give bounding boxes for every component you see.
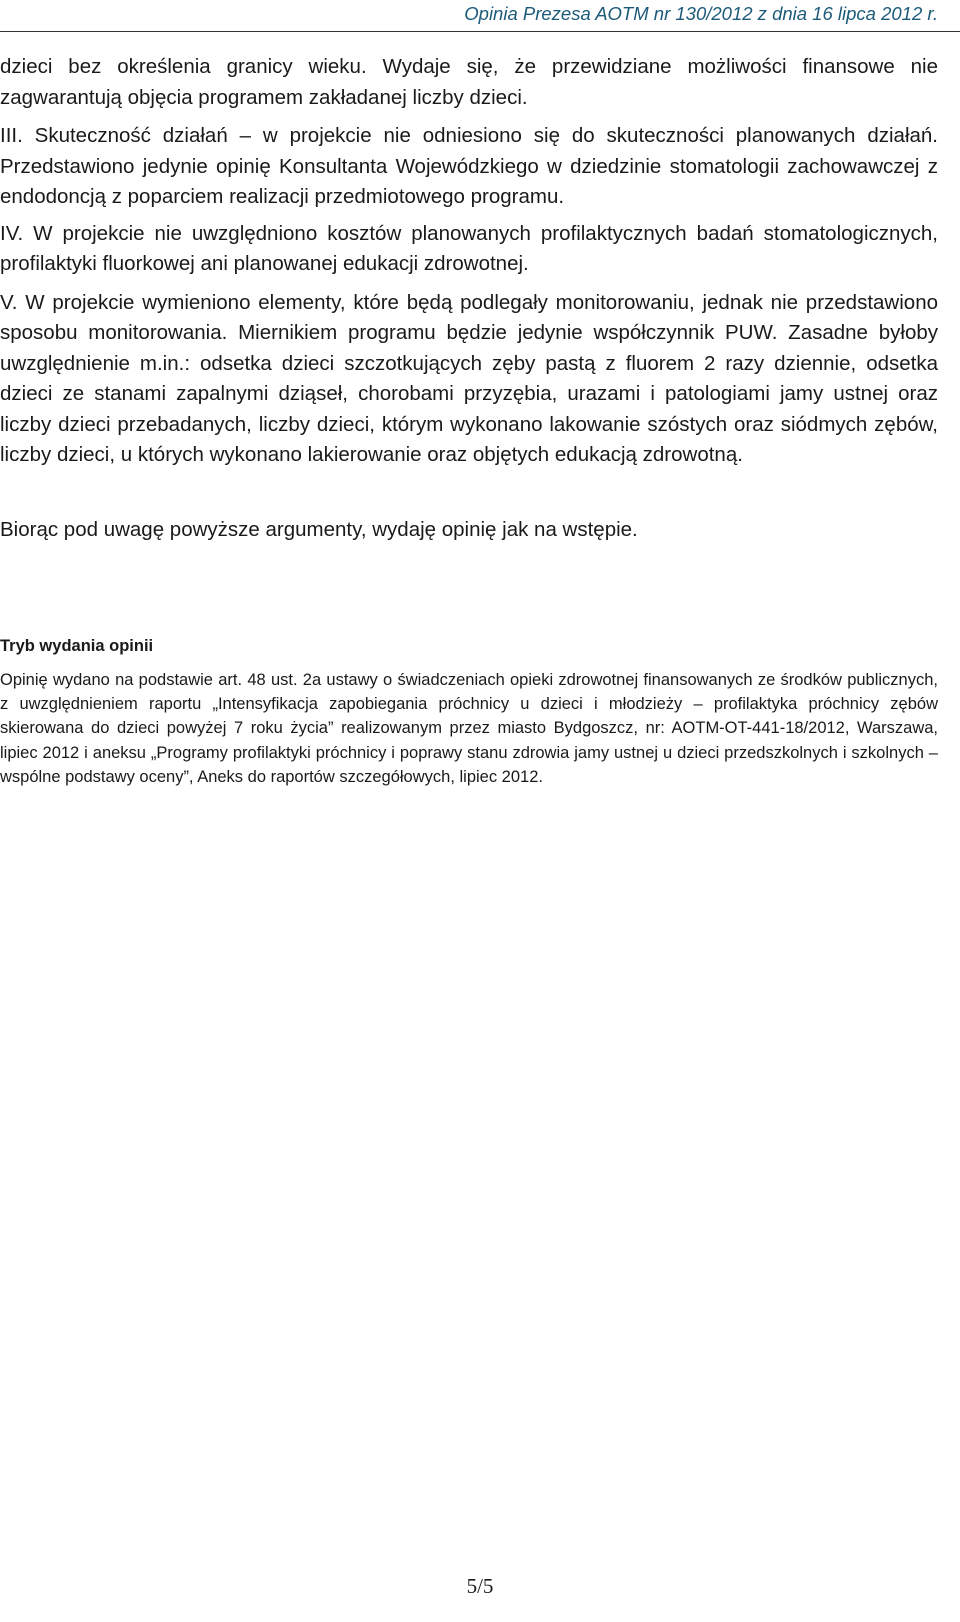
running-header: Opinia Prezesa AOTM nr 130/2012 z dnia 16 lipca 2012 r. <box>464 3 938 24</box>
paragraph-effectiveness: III. Skuteczność działań – w projekcie nie odniesiono się do skuteczności planowanych działań. Przedstawiono jedynie opinię Konsultanta Wojewódzkiego w dziedzinie stomatologii zachowawczej z endodoncją z poparciem realizacji przedmiotowego programu. <box>0 124 938 208</box>
section-text-opinion-mode: Opinię wydano na podstawie art. 48 ust. 2a ustawy o świadczeniach opieki zdrowotnej finansowanych ze środków publicznych, z uwzględnieniem raportu „Intensyfikacja zapobiegania próchnicy u dzieci i młodzieży – profilaktyka próchnicy zębów skierowana do dzieci powyżej 7 roku życia” realizowanym przez miasto Bydgoszcz, nr: AOTM-OT-441-18/2012, Warszawa, lipiec 2012 i aneksu „Programy profilaktyki próchnicy i poprawy stanu zdrowia jamy ustnej u dzieci przedszkolnych i szkolnych – wspólne podstawy oceny”, Aneks do raportów szczegółowych, lipiec 2012. <box>0 671 938 786</box>
header-divider <box>0 31 960 32</box>
paragraph-monitoring: V. W projekcie wymieniono elementy, które będą podlegały monitorowaniu, jednak nie przedstawiono sposobu monitorowania. Miernikiem programu będzie jedynie współczynnik PUW. Zasadne byłoby uwzględnienie m.in.: odsetka dzieci szczotkujących zęby pastą z fluorem 2 razy dziennie, odsetka dzieci ze stanami zapalnymi dziąseł, chorobami przyzębia, urazami i patologiami jamy ustnej oraz liczby dzieci przebadanych, liczby dzieci, którym wykonano lakowanie szóstych oraz siódmych zębów, liczby dzieci, u których wykonano lakierowanie oraz objętych edukacją zdrowotną. <box>0 290 938 466</box>
document-body <box>0 52 938 789</box>
page-number: 5/5 <box>466 1574 494 1598</box>
paragraph-age-limit: dzieci bez określenia granicy wieku. Wydaje się, że przewidziane możliwości finansowe nie zagwarantują objęcia programem zakładanej liczby dzieci. <box>0 55 938 109</box>
closing-statement: Biorąc pod uwagę powyższe argumenty, wydaję opinię jak na wstępie. <box>0 517 638 541</box>
paragraph-costs: IV. W projekcie nie uwzględniono kosztów planowanych profilaktycznych badań stomatologicznych, profilaktyki fluorkowej ani planowanej edukacji zdrowotnej. <box>0 221 938 275</box>
section-title-opinion-mode: Tryb wydania opinii <box>0 637 154 655</box>
